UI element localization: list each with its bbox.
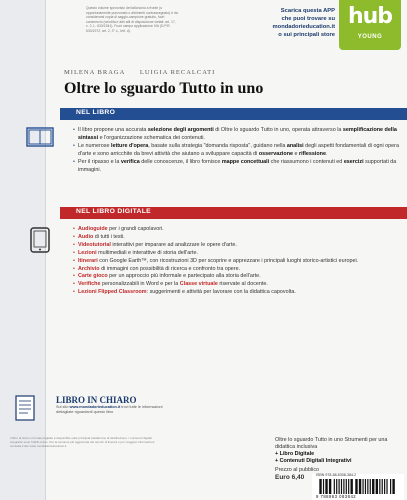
barcode-bar xyxy=(336,479,337,494)
list-item xyxy=(73,226,399,234)
product-feature: + Contenuti Digitali Integrativi xyxy=(275,458,352,464)
barcode-number: 9 788863 083842 xyxy=(316,494,357,499)
hub-logo-word: hub xyxy=(347,4,393,29)
barcode-bar xyxy=(386,479,387,494)
body-text: che riassumono i contenuti ed xyxy=(269,158,344,165)
body-text: e xyxy=(293,150,299,157)
list-item xyxy=(73,281,399,289)
app-hint-line: mondadorieducation.it xyxy=(272,24,335,30)
barcode-bar xyxy=(379,479,380,494)
body-text: di tutti i testi. xyxy=(93,233,125,240)
book-title: Oltre lo sguardo Tutto in uno xyxy=(64,80,264,97)
app-download-hint xyxy=(235,7,335,39)
body-text: interattivi per imparare ad analizzare le opere d'arte. xyxy=(110,241,237,248)
barcode-bar xyxy=(367,479,368,494)
highlight-text: letture d'opera xyxy=(110,142,149,149)
body-text: delle conoscenze, il libro fornisce xyxy=(139,158,222,165)
body-text: Per il ripasso e la xyxy=(78,158,121,165)
list-item xyxy=(73,273,399,281)
body-text: : suggerimenti e attività per lavorare con la didattica capovolta. xyxy=(146,289,296,296)
barcode-bar xyxy=(370,479,371,494)
lic-website-link[interactable]: www.mondadorieducation.it xyxy=(69,405,121,409)
section-bar-nel-libro xyxy=(60,108,407,120)
barcode-bar xyxy=(392,479,394,494)
barcode-bar xyxy=(325,479,327,494)
body-text: Le numerose xyxy=(78,142,111,149)
highlight-text: Classe virtuale xyxy=(179,281,218,288)
author-name: LUIGIA RECALCATI xyxy=(139,69,216,76)
barcode-bar xyxy=(384,479,385,494)
price: Euro 6,40 xyxy=(275,474,305,481)
highlight-text: Verifiche xyxy=(78,281,101,288)
highlight-text: selezione degli argomenti xyxy=(147,127,214,133)
price-label: Prezzo al pubblico xyxy=(275,467,320,473)
app-hint-line: o sui principali store xyxy=(278,32,335,38)
barcode-bar xyxy=(346,479,347,494)
body-text: , basate sulla strategia "domanda risposta", guidano nella xyxy=(148,142,287,149)
body-text: riservate al docente. xyxy=(217,281,268,288)
tablet-icon xyxy=(30,227,50,253)
body-text: per un approccio più informale e partecipato alla storia dell'arte. xyxy=(107,273,261,280)
nel-libro-digitale-list xyxy=(73,226,399,297)
list-item xyxy=(73,127,399,143)
libro-in-chiaro-text xyxy=(56,405,164,415)
barcode-bar xyxy=(376,479,378,494)
list-item xyxy=(73,242,399,250)
open-book-icon xyxy=(26,127,54,147)
highlight-text: mappe concettuali xyxy=(221,158,270,165)
lic-text-part: trovi tutte le informazioni dettagliate riguardanti questo libro xyxy=(56,405,163,414)
barcode-bar xyxy=(382,479,383,494)
section-label: NEL LIBRO DIGITALE xyxy=(76,208,152,215)
hub-young-logo xyxy=(339,0,401,50)
barcode-bar xyxy=(329,479,331,494)
body-text: multimediali e interattive di storia dell'arte. xyxy=(96,249,198,256)
barcode-bar xyxy=(341,479,342,494)
product-feature: + Libro Digitale xyxy=(275,451,315,457)
product-description: Oltre lo sguardo Tutto in uno Strumenti per una didattica inclusiva xyxy=(275,437,388,450)
highlight-text: riflessione xyxy=(299,150,326,157)
highlight-text: Audioguide xyxy=(78,226,108,232)
barcode-bar xyxy=(319,479,321,494)
barcode-bar xyxy=(350,479,352,494)
list-item xyxy=(73,258,399,266)
list-item xyxy=(73,234,399,242)
highlight-text: Lezioni xyxy=(78,249,97,256)
barcode-bar xyxy=(323,479,324,494)
app-hint-line: Scarica questa APP xyxy=(280,8,335,14)
hub-logo-sub: YOUNG xyxy=(357,34,383,40)
body-text: per i grandi capolavori. xyxy=(107,226,164,232)
highlight-text: Videotutorial xyxy=(78,241,111,248)
highlight-text: osservazione xyxy=(258,150,293,157)
barcode-bar xyxy=(334,479,335,494)
small-print-notice: Il libro di testo in formato digitale è disponibile sulle principali piattaforme di distribuzione. I contenuti digitali integrativi sono fruibili online. Per la versione più aggiornata dei termini di licenza e per maggiori informazioni consulta il sito www.mondadorieducation.it xyxy=(10,436,155,449)
barcode xyxy=(318,479,398,494)
author-name: MILENA BRAGA xyxy=(64,69,126,76)
body-text: degli aspetti fondamentali di ogni opera d'arte e sono arricchite da brevi attività che aiutano a sviluppare capacità di xyxy=(78,142,399,157)
body-text: . xyxy=(325,150,328,157)
highlight-text: Archivio xyxy=(78,265,100,272)
body-text: personalizzabili in Word e per la xyxy=(100,281,180,288)
highlight-text: Lezioni Flipped Classroom xyxy=(78,289,147,296)
body-text: di immagini con possibilità di ricerca e confronto tra opere. xyxy=(99,265,241,272)
highlight-text: semplificazione della sintassi xyxy=(78,127,397,141)
barcode-bar xyxy=(355,479,357,494)
highlight-text: Itinerari xyxy=(78,257,98,264)
barcode-bar xyxy=(343,479,344,494)
barcode-bar xyxy=(372,479,374,494)
barcode-bar xyxy=(365,479,366,494)
legal-notice: Questo volume sprovvisto del talloncino a fronte (o opportunamente punzonato o altrimenti contrassegnato) è da considerarsi copia di saggio-campione gratuito, fuori commercio (vendita e altri atti di disposizione vietati: art. 17, c. 2, L. 633/1941). Fuori campo applicazione IVA (D.P.R. 633/1972, art. 2, 3° c., lett. d). xyxy=(86,6,178,33)
nel-libro-list xyxy=(73,127,399,174)
body-text: supportati da immagini. xyxy=(78,158,397,173)
barcode-bar xyxy=(359,479,361,494)
list-item xyxy=(73,143,399,159)
list-item xyxy=(73,159,399,175)
body-text: di Oltre lo sguardo Tutto in uno, operata attraverso la xyxy=(213,127,343,133)
highlight-text: Audio xyxy=(78,233,94,240)
barcode-bar xyxy=(348,479,349,494)
barcode-isbn-label: ISBN 978-88-6308-384-2 xyxy=(316,473,357,477)
app-hint-line: che puoi trovare su xyxy=(281,16,335,22)
authors xyxy=(64,69,227,76)
body-text: e l'organizzazione schematica dei contenuti. xyxy=(98,134,205,141)
body-text: Il libro propone una accurata xyxy=(78,127,148,133)
list-item xyxy=(73,289,399,297)
barcode-bar xyxy=(362,479,363,494)
barcode-bar xyxy=(339,479,340,494)
barcode-bar xyxy=(390,479,391,494)
highlight-text: Carte gioco xyxy=(78,273,108,280)
section-bar-nel-libro-digitale xyxy=(60,207,407,219)
list-item xyxy=(73,266,399,274)
highlight-text: analisi xyxy=(286,142,304,149)
section-label: NEL LIBRO xyxy=(76,109,116,116)
list-item xyxy=(73,250,399,258)
highlight-text: esercizi xyxy=(343,158,364,165)
spine-isbn-block xyxy=(0,34,30,120)
libro-in-chiaro-title: LIBRO IN CHIARO xyxy=(56,395,137,405)
body-text: con Google Earth™, con ricostruzioni 3D per scoprire e apprezzare i principali luoghi storico-artistici europei. xyxy=(97,257,359,264)
libro-in-chiaro-logo xyxy=(0,394,56,424)
lic-text-part: Sul sito xyxy=(56,405,70,409)
highlight-text: verifica xyxy=(120,158,140,165)
